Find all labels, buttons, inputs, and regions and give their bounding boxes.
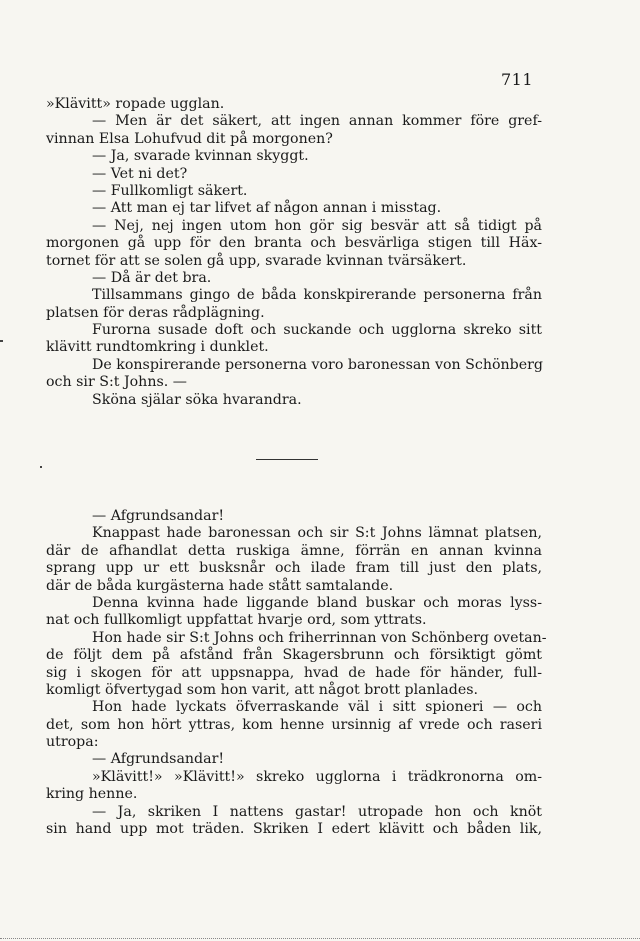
text-line: tornet för att se solen gå upp, svarade kvinnan tvärsäkert. bbox=[46, 252, 467, 269]
text-line: sprang upp ur ett busksnår och ilade fram till just den plats, bbox=[46, 560, 542, 577]
text-line: — Då är det bra. bbox=[92, 269, 212, 286]
text-line: det, som hon hört yttras, kom henne ursinnig af vrede och raseri bbox=[46, 716, 542, 733]
text-line: Hon hade sir S:t Johns och friherrinnan von Schönberg ovetan- bbox=[92, 629, 547, 646]
margin-mark bbox=[40, 466, 42, 468]
text-line: — Fullkomligt säkert. bbox=[92, 182, 248, 199]
text-line: sin hand upp mot träden. Skriken I edert klävitt och båden lik, bbox=[46, 821, 542, 838]
text-line: — Vet ni det? bbox=[92, 165, 188, 182]
text-line: vinnan Elsa Lohufvud dit på morgonen? bbox=[46, 130, 333, 147]
text-line: utropa: bbox=[46, 734, 99, 751]
text-line: — Nej, nej ingen utom hon gör sig besvär att så tidigt på bbox=[92, 217, 542, 234]
text-line: och sir S:t Johns. — bbox=[46, 374, 187, 391]
margin-mark bbox=[0, 340, 3, 342]
text-line: platsen för deras rådplägning. bbox=[46, 304, 265, 321]
page-bottom-edge bbox=[0, 938, 640, 939]
text-line: nat och fullkomligt uppfattat hvarje ord, som yttrats. bbox=[46, 612, 427, 629]
text-line: — Afgrundsandar! bbox=[92, 508, 225, 524]
text-line: Hon hade lyckats öfverraskande väl i sitt spioneri — och bbox=[92, 699, 542, 716]
text-line: Knappast hade baronessan och sir S:t Johns lämnat platsen, bbox=[92, 525, 542, 542]
text-line: sig i skogen för att uppsnappa, hvad de hade för händer, full- bbox=[46, 664, 542, 681]
text-line: komligt öfvertygad som hon varit, att något brott planlades. bbox=[46, 681, 479, 698]
section-divider bbox=[256, 459, 318, 460]
text-line: — Afgrundsandar! bbox=[92, 751, 225, 768]
text-line: de följt dem på afstånd från Skagersbrunn och försiktigt gömt bbox=[46, 647, 542, 664]
text-line: där de båda kurgästerna hade stått samtalande. bbox=[46, 577, 394, 594]
text-line: »Klävitt!» »Klävitt!» skreko ugglorna i trädkronorna om- bbox=[92, 768, 542, 785]
text-section-2 bbox=[46, 508, 547, 838]
text-line: — Men är det säkert, att ingen annan kommer före gref- bbox=[92, 113, 542, 130]
text-line: — Att man ej tar lifvet af någon annan i misstag. bbox=[92, 200, 442, 217]
text-line: Tillsammans gingo de båda konskpirerande personerna från bbox=[92, 287, 542, 304]
text-section-1 bbox=[46, 96, 542, 409]
text-line: Sköna själar söka hvarandra. bbox=[92, 391, 302, 408]
text-line: »Klävitt» ropade ugglan. bbox=[46, 96, 225, 112]
text-line: där de afhandlat detta ruskiga ämne, förrän en annan kvinna bbox=[46, 542, 542, 559]
text-line: — Ja, svarade kvinnan skyggt. bbox=[92, 148, 309, 165]
text-line: — Ja, skriken I nattens gastar! utropade hon och knöt bbox=[92, 803, 542, 820]
text-line: Furorna susade doft och suckande och ugglorna skreko sitt bbox=[92, 322, 542, 339]
text-line: De konspirerande personerna voro baronessan von Schönberg bbox=[92, 356, 543, 373]
text-line: kring henne. bbox=[46, 786, 138, 803]
text-line: klävitt rundtomkring i dunklet. bbox=[46, 339, 269, 356]
page-number: 711 bbox=[501, 70, 534, 89]
text-line: Denna kvinna hade liggande bland buskar och moras lyss- bbox=[92, 594, 542, 611]
text-line: morgonen gå upp för den branta och besvärliga stigen till Häx- bbox=[46, 235, 542, 252]
